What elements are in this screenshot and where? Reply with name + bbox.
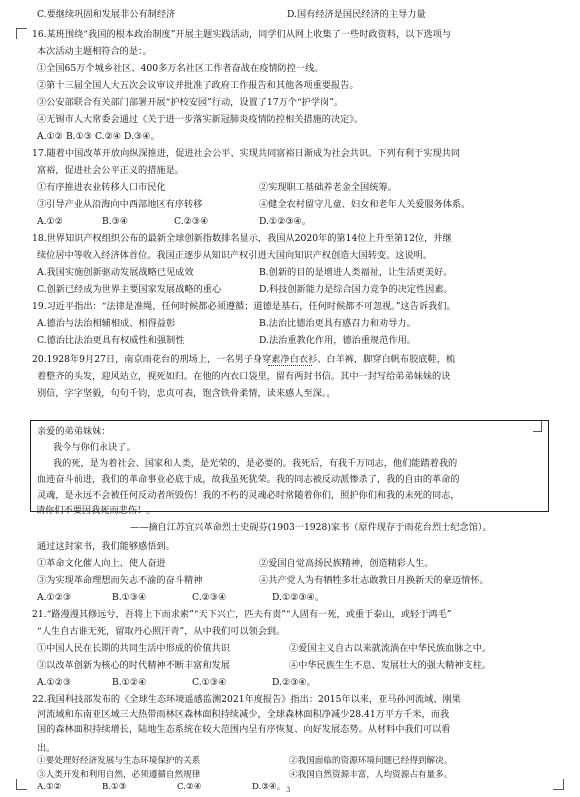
page-number: 3 — [286, 786, 291, 794]
q15-options — [37, 6, 542, 23]
q22-item-1: ①要处理好经济发展与生态环境保护的关系 — [37, 756, 201, 766]
q19-option-b: B.法治比德治更具有感召力和劝导力。 — [259, 318, 416, 329]
q18-stem-2: 续位居中等收入经济体首位。我国正逐步从知识产权引进大国向知识产权创造大国转变。这说明。 — [37, 250, 433, 261]
q17-item-4: ④健全农村留守儿童、妇女和老年人关爱服务体系。 — [259, 199, 471, 210]
q20-items-row-2 — [37, 572, 542, 589]
q20-stem-2: 着整齐的头发，迎风站立，视死如归。在他的内衣口袋里，留有两封书信。其中一封写给弟弟妹妹的诀 — [37, 371, 451, 382]
q15-option-c: C.要继续巩固和发展非公有制经济 — [37, 9, 176, 20]
q22-option-a: A.①② — [37, 782, 62, 792]
q19-option-d: D.法治重教化作用，德治重规范作用。 — [259, 335, 416, 346]
q20-option-d: D.①②③④。 — [272, 592, 325, 603]
q17-stem-1: 17.随着中国改革开放向纵深推进，促进社会公平、实现共同富裕日渐成为社会共识。下列有利于实现共同 — [32, 148, 461, 159]
q20-option-b: B.①③④ — [112, 592, 147, 603]
q21-option-a: A.①②③ — [37, 677, 72, 688]
q18-options-row-1 — [37, 264, 542, 281]
box-corner-mark — [533, 421, 542, 432]
q20-item-3: ③为实现革命理想而矢志不渝的奋斗精神 — [37, 575, 203, 586]
q22-item-2: ②我国面临的资源环境问题已经得到解决。 — [289, 756, 453, 766]
q17-options — [37, 213, 542, 230]
q17-option-c: C.②③④ — [174, 216, 209, 227]
q17-option-d: D.①②③④。 — [259, 216, 312, 227]
spellcheck-underline — [268, 362, 312, 366]
q19-options-row-2 — [37, 332, 542, 349]
q22-stem-4: 出。 — [37, 743, 56, 754]
q19-option-a: A.德治与法治相辅相成、相得益彰 — [37, 318, 176, 329]
q17-items-row-1 — [37, 179, 542, 196]
q16-stem-2: 本次活动主题相符合的是：。 — [37, 46, 152, 57]
letter-box — [30, 420, 549, 512]
q21-option-c: C.①③④ — [192, 677, 227, 688]
q17-option-b: B.③④ — [102, 216, 129, 227]
q18-stem-1: 18.世界知识产权组织公布的最新全球创新指数排名显示，我国从2020年的第14位上升至第12位，并继 — [32, 233, 452, 244]
q21-option-b: B.①②④ — [112, 677, 147, 688]
letter-line-4: 灵魂，是永远不会被任何反动者所毁伤！我的不朽的灵魂必时常随着你们，照护你们和我的未死的同志， — [37, 490, 460, 501]
letter-line-3: 血迹奋斗前进，我们的革命事业必底于成，故我虽死犹荣。我的同志被反动派惨杀了，我的自由的革命的 — [37, 474, 460, 485]
q16-item-2: ②第十三届全国人大五次会议审议并批准了政府工作报告和其他各项重要报告。 — [37, 80, 359, 91]
q20-option-a: A.①②③ — [37, 592, 72, 603]
q20-item-1: ①革命文化催人向上、使人奋进 — [37, 558, 166, 569]
q17-item-1: ①有序推进农业转移人口市民化 — [37, 182, 166, 193]
q20-after: 通过这封家书，我们能够感悟到。 — [37, 541, 175, 552]
q20-item-4: ④共产党人为有牺牲多壮志敢教日月换新天的豪迈情怀。 — [259, 575, 489, 586]
q21-stem-2: “人生自古谁无死，留取丹心照汗青”，从中我们可以领会到。 — [37, 626, 286, 637]
q16-stem-1: 16.某班围绕“我国的根本政治制度”开展主题实践活动，同学们从网上收集了一些时政资料，以下选项与 — [32, 29, 452, 40]
crop-mark — [16, 28, 27, 39]
q20-stem-3: 别信，字字坚毅，句句千钧，忠贞可表，饱含铁骨柔情，读来感人至深。。 — [37, 388, 336, 399]
q21-stem-1: 21.“路漫漫其修远兮，吾将上下而求索”“天下兴亡，匹夫有责”“人固有一死，或重于泰山，或轻于鸿毛” — [32, 609, 452, 620]
q19-stem: 19.习近平指出：“法律是准绳，任何时候都必须遵循；道德是基石，任何时候都不可忽视。”这告诉我们。 — [32, 301, 456, 312]
q17-stem-2: 富裕，促进社会公平正义的措施是。 — [37, 165, 184, 176]
q21-item-1: ①中国人民在长期的共同生活中形成的价值共识 — [37, 643, 230, 654]
q20-item-2: ②爱国自觉高扬民族精神，创造精彩人生。 — [259, 558, 434, 569]
q18-option-b: B.创新的目的是增进人类福祉，让生活更美好。 — [259, 267, 453, 278]
q22-items-row-1 — [37, 755, 542, 767]
q22-items-row-2 — [37, 769, 542, 781]
q22-stem-3: 国的森林面积持续增长，陆地生态系统在较大范围内呈有序恢复、向好发展态势。从材料中我们可以看 — [37, 724, 451, 735]
q16-item-1: ①全国65万个城乡社区、400多万名社区工作者奋战在疫情防控一线。 — [37, 63, 324, 74]
q17-items-row-2 — [37, 196, 542, 213]
q18-option-a: A.我国实施创新驱动发展战略已见成效 — [37, 267, 194, 278]
q21-items-row-1 — [37, 640, 542, 657]
q22-option-b: B.①③ — [102, 782, 127, 792]
q20-option-c: C.②③④ — [192, 592, 227, 603]
q19-options-row-1 — [37, 315, 542, 332]
letter-greeting: 亲爱的弟弟妹妹： — [37, 426, 111, 437]
q17-option-a: A.①② — [37, 216, 64, 227]
q16-options: A.①② B.①③ C.②④ D.③④。 — [37, 131, 160, 142]
q18-option-c: C.创新已经成为世界主要国家发展战略的重心 — [37, 284, 222, 295]
letter-signature: ——摘自江苏宜兴革命烈士史砚芬(1903一1928)家书（原件现存于雨花台烈士纪念馆）。 — [130, 522, 492, 533]
letter-line-5: 请你们不要因我死而悲伤！。 — [36, 505, 156, 516]
q22-stem-2: 河流域和东南亚区域三大热带雨林区森林面积持续减少，全球森林面积净减少28.41万平方千米，而我 — [37, 709, 450, 720]
crop-mark — [553, 779, 564, 790]
q22-option-c: C.②④ — [177, 782, 202, 792]
q22-item-3: ③人类开发和利用自然，必须遵循自然规律 — [37, 770, 201, 780]
q15-option-d: D.国有经济是国民经济的主导力量 — [287, 9, 426, 20]
q18-option-d: D.科技创新能力是综合国力竞争的决定性因素。 — [259, 284, 453, 295]
q16-item-4: ④无锡市人大常委会通过《关于进一步落实新冠肺炎疫情防控相关措施的决定》。 — [37, 114, 364, 125]
q21-item-2: ②爱国主义自古以来就流淌在中华民族血脉之中。 — [289, 643, 492, 654]
q21-items-row-2 — [37, 657, 542, 674]
q22-stem-1: 22.我国科技部发布的《全球生态环境遥感监测2021年度报告》指出：2015年以来，亚马孙河流域、刚果 — [32, 694, 461, 705]
q22-item-4: ④我国自然资源丰富，人均资源占有量多。 — [289, 770, 453, 780]
q21-option-d: D.②③④。 — [272, 677, 316, 688]
q17-item-2: ②实现职工基础养老金全国统筹。 — [259, 182, 397, 193]
q20-stem-1: 20.1928年9月27日，南京雨花台的刑场上，一名男子身穿素净白衣衫、白羊裤，脚穿白帆布胶底鞋，梳 — [32, 354, 456, 365]
q21-options — [37, 674, 542, 691]
q18-options-row-2 — [37, 281, 542, 298]
q19-option-c: C.德治比法治更具有权威性和强制性 — [37, 335, 185, 346]
q17-item-3: ③引导产业从沿海向中西部地区有序转移 — [37, 199, 203, 210]
letter-line-1: 我今与你们永诀了。 — [53, 442, 136, 453]
q22-option-d: D.③④。 — [252, 782, 286, 792]
crop-mark — [16, 779, 27, 790]
q21-item-4: ④中华民族生生不息、发展壮大的强大精神支柱。 — [289, 660, 492, 671]
q16-item-3: ③公安部联合有关部门部署开展“护校安园”行动，设置了17万个“护学岗”。 — [37, 97, 344, 108]
q20-options — [37, 589, 542, 606]
letter-line-2: 我的死，是为着社会、国家和人类，是光荣的，是必要的。我死后，有我千万同志，他们能踏着我的 — [53, 458, 458, 469]
q20-items-row-1 — [37, 555, 542, 572]
q21-item-3: ③以改革创新为核心的时代精神不断丰富和发展 — [37, 660, 230, 671]
